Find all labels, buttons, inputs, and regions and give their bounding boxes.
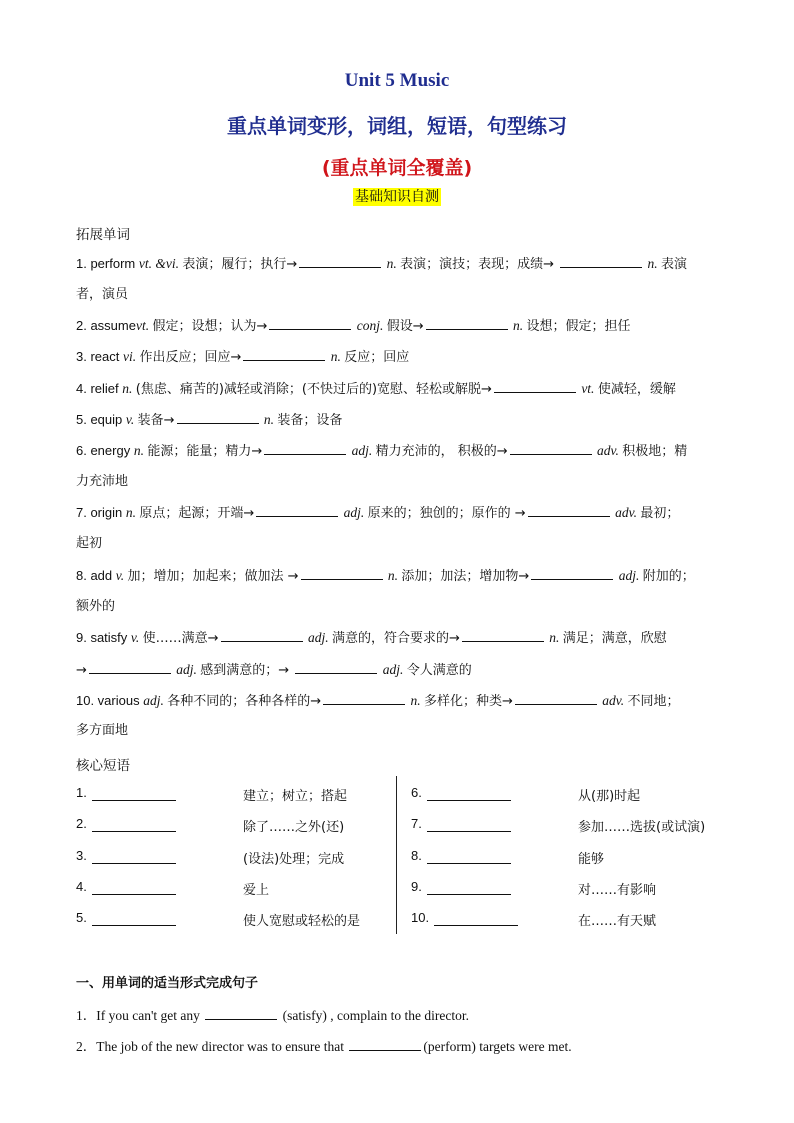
definition-text: 表演；履行；执行→ xyxy=(182,257,298,272)
answer-blank[interactable] xyxy=(264,441,346,455)
phrase-meaning: 在……有天赋 xyxy=(578,914,657,929)
phrase-number: 9. xyxy=(411,879,422,894)
definition-text: 额外的 xyxy=(76,599,116,614)
definition-text: 使……满意→ xyxy=(142,631,219,646)
vocab-item-line xyxy=(76,316,631,336)
part-of-speech: n. xyxy=(125,505,140,520)
definition-text: 者，演员 xyxy=(76,287,129,302)
part-of-speech: n. xyxy=(545,630,563,645)
part-of-speech: n. xyxy=(384,568,402,583)
phrase-meaning: 从(那)时起 xyxy=(578,789,641,804)
definition-text: 表演；演技；表现；成绩→ xyxy=(400,257,559,272)
answer-blank[interactable] xyxy=(256,503,338,517)
vocab-section-title: 拓展单词 xyxy=(76,227,130,243)
phrase-answer-blank[interactable] xyxy=(427,881,511,895)
exercise-item xyxy=(76,1035,572,1055)
vocab-item-line xyxy=(76,598,115,616)
definition-text: 起初 xyxy=(76,536,103,551)
exercise-text: If you can't get any xyxy=(96,1008,204,1023)
part-of-speech: adv. xyxy=(611,505,641,520)
column-divider xyxy=(396,776,397,934)
phrase-meaning: 参加……选拔(或试演) xyxy=(578,820,706,835)
definition-text: 精力充沛的， 积极的→ xyxy=(375,444,508,459)
definition-text: 令人满意的 xyxy=(406,663,472,678)
phrase-number: 6. xyxy=(411,785,422,800)
part-of-speech: n. xyxy=(509,318,527,333)
definition-text: 原来的；独创的；原作的 → xyxy=(367,506,526,521)
definition-text: 满意的，符合要求的→ xyxy=(331,631,460,646)
definition-text: 添加；加法；增加物→ xyxy=(401,569,530,584)
exercise-text: The job of the new director was to ensure that xyxy=(96,1039,348,1054)
answer-blank[interactable] xyxy=(295,660,377,674)
part-of-speech: n. xyxy=(133,443,148,458)
worksheet-subtitle: 重点单词变形，词组，短语，句型练习 xyxy=(227,114,567,138)
definition-text: 力充沛地 xyxy=(76,474,129,489)
part-of-speech: vt. xyxy=(577,381,598,396)
phrase-meaning: 爱上 xyxy=(243,883,270,898)
phrase-number: 10. xyxy=(411,910,430,925)
phrase-number: 5. xyxy=(76,910,87,925)
exercise-number: 2． xyxy=(76,1039,97,1054)
phrase-number: 7. xyxy=(411,816,422,831)
definition-text: 附加的； xyxy=(642,569,695,584)
phrase-answer-blank[interactable] xyxy=(427,787,511,801)
coverage-note: (重点单词全覆盖) xyxy=(321,157,473,179)
part-of-speech: n. xyxy=(327,349,345,364)
exercise-hint: (perform) targets were met. xyxy=(423,1039,572,1054)
part-of-speech: adv. xyxy=(598,693,628,708)
part-of-speech: adj. xyxy=(348,443,376,458)
vocab-word: 10. various xyxy=(76,693,144,708)
phrase-meaning: 建立；树立；搭起 xyxy=(243,789,348,804)
definition-text: 假定；设想；认为→ xyxy=(152,319,268,334)
answer-blank[interactable] xyxy=(301,566,383,580)
exercise-section-title: 一、用单词的适当形式完成句子 xyxy=(76,976,259,991)
vocab-item-line xyxy=(76,441,687,461)
phrase-answer-blank[interactable] xyxy=(92,881,176,895)
vocab-item-line xyxy=(76,566,695,586)
phrase-answer-blank[interactable] xyxy=(434,912,518,926)
phrase-meaning: 使人宽慰或轻松的是 xyxy=(243,914,361,929)
phrase-number: 1. xyxy=(76,785,87,800)
definition-text: 表演 xyxy=(661,257,688,272)
phrase-number: 3. xyxy=(76,848,87,863)
definition-text: 装备→ xyxy=(137,413,175,428)
phrase-answer-blank[interactable] xyxy=(427,818,511,832)
part-of-speech: v. xyxy=(115,568,128,583)
vocab-item-line xyxy=(76,503,679,523)
answer-blank[interactable] xyxy=(510,441,592,455)
definition-text: 能源；能量；精力→ xyxy=(147,444,263,459)
vocab-item-line xyxy=(76,347,409,367)
vocab-word: 6. energy xyxy=(76,443,134,458)
vocab-item-line xyxy=(76,660,472,680)
vocab-item-line xyxy=(76,691,680,711)
vocab-item-line xyxy=(76,254,687,274)
vocab-word: 9. satisfy xyxy=(76,630,131,645)
part-of-speech: n. xyxy=(122,381,136,396)
part-of-speech: adj. xyxy=(304,630,332,645)
phrase-meaning: (设法)处理；完成 xyxy=(243,852,345,867)
part-of-speech: vt. &vi. xyxy=(138,256,183,271)
phrase-meaning: 能够 xyxy=(578,852,605,867)
vocab-word: 2. assume xyxy=(76,318,136,333)
definition-text: 设想；假定；担任 xyxy=(526,319,631,334)
part-of-speech: n. xyxy=(407,693,424,708)
definition-text: 不同地； xyxy=(627,694,680,709)
part-of-speech: v. xyxy=(130,630,143,645)
exercise-answer-blank[interactable] xyxy=(205,1006,277,1020)
phrase-number: 4. xyxy=(76,879,87,894)
vocab-word: 7. origin xyxy=(76,505,126,520)
answer-blank[interactable] xyxy=(177,410,259,424)
unit-title: Unit 5 Music xyxy=(344,70,450,91)
part-of-speech: vi. xyxy=(122,349,140,364)
exercise-number: 1． xyxy=(76,1008,97,1023)
part-of-speech: adv. xyxy=(593,443,623,458)
exercise-answer-blank[interactable] xyxy=(349,1037,421,1051)
answer-blank[interactable] xyxy=(299,254,381,268)
vocab-item-line xyxy=(76,722,128,740)
phrases-section-title: 核心短语 xyxy=(76,758,130,774)
definition-text: 使减轻，缓解 xyxy=(597,382,676,397)
vocab-word: 1. perform xyxy=(76,256,139,271)
definition-text: 作出反应；回应→ xyxy=(139,350,242,365)
answer-blank[interactable] xyxy=(243,347,325,361)
answer-blank[interactable] xyxy=(89,660,171,674)
vocab-word: 3. react xyxy=(76,349,123,364)
definition-text: 反应；回应 xyxy=(344,350,410,365)
part-of-speech: v. xyxy=(125,412,138,427)
answer-blank[interactable] xyxy=(221,628,303,642)
definition-text: (焦虑、痛苦的)减轻或消除；(不快过后的)宽慰、轻松或解脱→ xyxy=(135,382,492,397)
part-of-speech: vt. xyxy=(135,318,153,333)
definition-text: 最初； xyxy=(640,506,680,521)
exercise-item xyxy=(76,1004,469,1024)
part-of-speech: n. xyxy=(644,256,662,271)
phrase-answer-blank[interactable] xyxy=(92,912,176,926)
vocab-item-line xyxy=(76,286,128,304)
definition-text: 加；增加；加起来；做加法 → xyxy=(127,569,299,584)
part-of-speech: n. xyxy=(383,256,401,271)
phrase-answer-blank[interactable] xyxy=(92,787,176,801)
definition-text: 多样化；种类→ xyxy=(424,694,513,709)
phrase-answer-blank[interactable] xyxy=(427,850,511,864)
answer-blank[interactable] xyxy=(560,254,642,268)
definition-text: → xyxy=(76,663,87,678)
vocab-item-line xyxy=(76,379,676,399)
definition-text: 装备；设备 xyxy=(277,413,343,428)
vocab-item-line xyxy=(76,628,667,648)
phrase-number: 8. xyxy=(411,848,422,863)
part-of-speech: adj. xyxy=(172,662,201,677)
part-of-speech: n. xyxy=(260,412,278,427)
basic-knowledge-badge: 基础知识自测 xyxy=(355,189,439,205)
part-of-speech: adj. xyxy=(615,568,643,583)
vocab-item-line xyxy=(76,473,128,491)
vocab-item-line xyxy=(76,535,102,553)
definition-text: 积极地；精 xyxy=(622,444,688,459)
phrase-number: 2. xyxy=(76,816,87,831)
part-of-speech: adj. xyxy=(143,693,168,708)
part-of-speech: conj. xyxy=(353,318,387,333)
definition-text: 满足；满意，欣慰 xyxy=(562,631,667,646)
phrase-meaning: 除了……之外(还) xyxy=(243,820,345,835)
answer-blank[interactable] xyxy=(462,628,544,642)
badge-wrapper xyxy=(0,186,794,206)
answer-blank[interactable] xyxy=(515,691,597,705)
answer-blank[interactable] xyxy=(426,316,508,330)
answer-blank[interactable] xyxy=(531,566,613,580)
vocab-item-line xyxy=(76,410,342,430)
definition-text: 感到满意的；→ xyxy=(200,663,294,678)
vocab-word: 4. relief xyxy=(76,381,123,396)
phrase-meaning: 对……有影响 xyxy=(578,883,657,898)
part-of-speech: adj. xyxy=(340,505,368,520)
definition-text: 多方面地 xyxy=(76,723,129,738)
vocab-word: 8. add xyxy=(76,568,116,583)
answer-blank[interactable] xyxy=(494,379,576,393)
answer-blank[interactable] xyxy=(269,316,351,330)
answer-blank[interactable] xyxy=(528,503,610,517)
vocab-word: 5. equip xyxy=(76,412,126,427)
phrase-answer-blank[interactable] xyxy=(92,818,176,832)
phrase-answer-blank[interactable] xyxy=(92,850,176,864)
definition-text: 各种不同的；各种各样的→ xyxy=(167,694,322,709)
definition-text: 假设→ xyxy=(386,319,424,334)
part-of-speech: adj. xyxy=(379,662,407,677)
definition-text: 原点；起源；开端→ xyxy=(139,506,255,521)
answer-blank[interactable] xyxy=(323,691,405,705)
exercise-hint: (satisfy) , complain to the director. xyxy=(279,1008,469,1023)
